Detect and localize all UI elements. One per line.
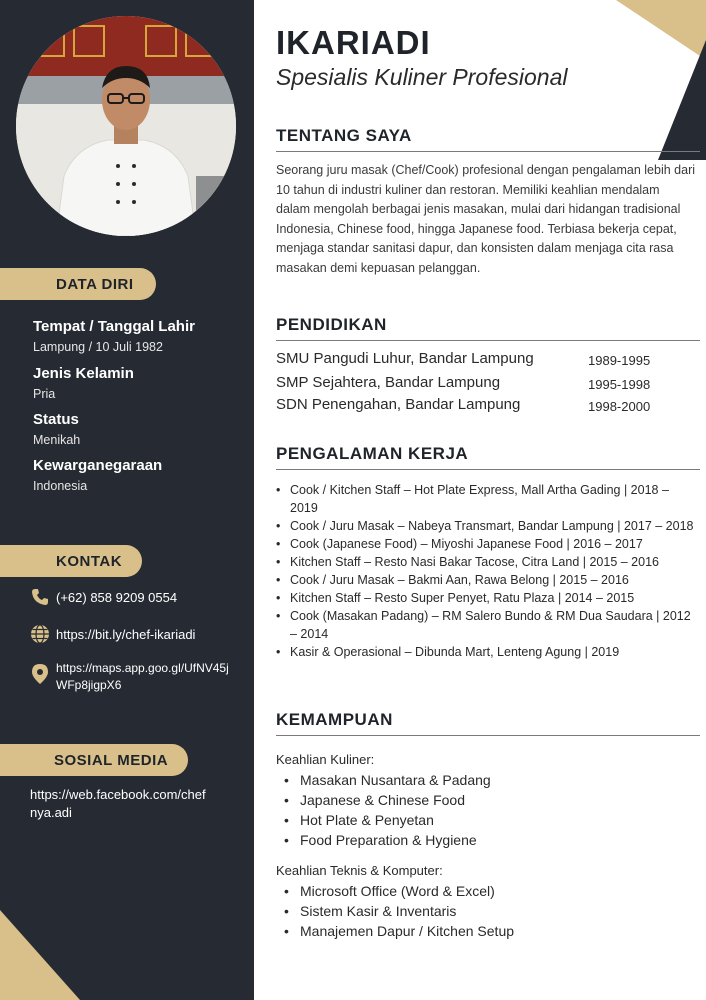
education-school: SMU Pangudi Luhur, Bandar Lampung: [276, 350, 534, 367]
experience-list: [276, 481, 696, 661]
website-text: https://bit.ly/chef-ikariadi: [56, 626, 196, 642]
about-text: Seorang juru masak (Chef/Cook) profesional dengan pengalaman lebih dari 10 tahun di industri kuliner dan restoran. Memiliki keahlian mendalam dalam mengolah berbagai jenis masakan, mulai dari hidangan tradisional Indonesia, Chinese food, hingga Japanese food. Terbiasa bekerja cepat, menjaga standar sanitasi dapur, dan konsisten dalam menjaga cita rasa masakan demi kepuasan pelanggan.: [276, 163, 696, 275]
map-link: [56, 660, 229, 694]
skill-item: • Microsoft Office (Word & Excel): [284, 881, 514, 901]
experience-item: • Kasir & Operasional – Dibunda Mart, Lenteng Agung | 2019: [276, 643, 696, 661]
info-label: Kewarganegaraan: [33, 457, 163, 474]
phone-icon: [30, 587, 50, 607]
experience-item: • Cook / Juru Masak – Nabeya Transmart, Bandar Lampung | 2017 – 2018: [276, 517, 696, 535]
experience-heading: PENGALAMAN KERJA: [276, 444, 700, 470]
decorative-triangle: [0, 910, 80, 1000]
person-title: Spesialis Kuliner Profesional: [276, 64, 568, 90]
experience-item: • Cook (Japanese Food) – Miyoshi Japanese Food | 2016 – 2017: [276, 535, 696, 553]
education-years: 1989-1995: [588, 353, 651, 368]
education-row: [276, 374, 696, 392]
data-diri-heading: DATA DIRI: [0, 268, 156, 300]
info-label: Status: [33, 411, 79, 428]
info-gender: [33, 365, 134, 402]
skill-item: • Japanese & Chinese Food: [284, 790, 491, 810]
education-school: SMP Sejahtera, Bandar Lampung: [276, 374, 501, 391]
kontak-heading: KONTAK: [0, 545, 142, 577]
info-value: Indonesia: [33, 479, 88, 493]
info-nationality: [33, 457, 162, 494]
chef-portrait-image: [16, 16, 236, 236]
map-link-line1: https://maps.app.goo.gl/UfNV45j: [56, 661, 229, 675]
social-link[interactable]: [30, 786, 240, 822]
info-label: Jenis Kelamin: [33, 365, 134, 382]
about-heading: TENTANG SAYA: [276, 126, 700, 152]
culinary-skills-heading: Keahlian Kuliner:: [276, 752, 375, 767]
technical-skills-list: [284, 881, 514, 941]
skill-item: • Manajemen Dapur / Kitchen Setup: [284, 921, 514, 941]
education-school: SDN Penengahan, Bandar Lampung: [276, 396, 521, 413]
experience-item: • Kitchen Staff – Resto Nasi Bakar Tacose, Citra Land | 2015 – 2016: [276, 553, 696, 571]
contact-map[interactable]: [30, 660, 229, 694]
skills-heading: KEMAMPUAN: [276, 710, 700, 736]
info-birth: [33, 318, 195, 355]
experience-item: • Cook / Kitchen Staff – Hot Plate Express, Mall Artha Gading | 2018 – 2019: [276, 481, 696, 517]
info-label: Tempat / Tanggal Lahir: [33, 318, 195, 335]
skill-item: • Masakan Nusantara & Padang: [284, 770, 491, 790]
info-value: Pria: [33, 387, 56, 401]
info-value: Lampung / 10 Juli 1982: [33, 340, 163, 354]
experience-item: • Cook / Juru Masak – Bakmi Aan, Rawa Belong | 2015 – 2016: [276, 571, 696, 589]
experience-item: • Kitchen Staff – Resto Super Penyet, Ratu Plaza | 2014 – 2015: [276, 589, 696, 607]
education-row: [276, 396, 696, 414]
person-name: IKARIADI: [276, 24, 431, 61]
skill-item: • Hot Plate & Penyetan: [284, 810, 491, 830]
culinary-skills-list: [284, 770, 491, 850]
profile-photo: [16, 16, 236, 236]
social-link-line2: nya.adi: [30, 805, 72, 820]
info-status: [33, 411, 80, 448]
experience-item: • Cook (Masakan Padang) – RM Salero Bundo & RM Dua Saudara | 2012 – 2014: [276, 607, 696, 643]
education-years: 1998-2000: [588, 399, 651, 414]
info-value: Menikah: [33, 433, 81, 447]
skill-item: • Food Preparation & Hygiene: [284, 830, 491, 850]
phone-text: (+62) 858 9209 0554: [56, 589, 178, 605]
sidebar: [0, 0, 254, 1000]
map-pin-icon: [30, 664, 50, 684]
technical-skills-heading: Keahlian Teknis & Komputer:: [276, 863, 443, 878]
education-row: [276, 350, 696, 368]
contact-website[interactable]: [30, 624, 195, 644]
education-heading: PENDIDIKAN: [276, 315, 700, 341]
contact-phone[interactable]: [30, 587, 177, 607]
sosial-media-heading: SOSIAL MEDIA: [0, 744, 188, 776]
education-years: 1995-1998: [588, 377, 651, 392]
map-link-line2: WFp8jigpX6: [56, 678, 122, 692]
main-content: [254, 0, 706, 1000]
skill-item: • Sistem Kasir & Inventaris: [284, 901, 514, 921]
globe-icon: [30, 624, 50, 644]
social-link-line1: https://web.facebook.com/chef: [30, 787, 206, 802]
